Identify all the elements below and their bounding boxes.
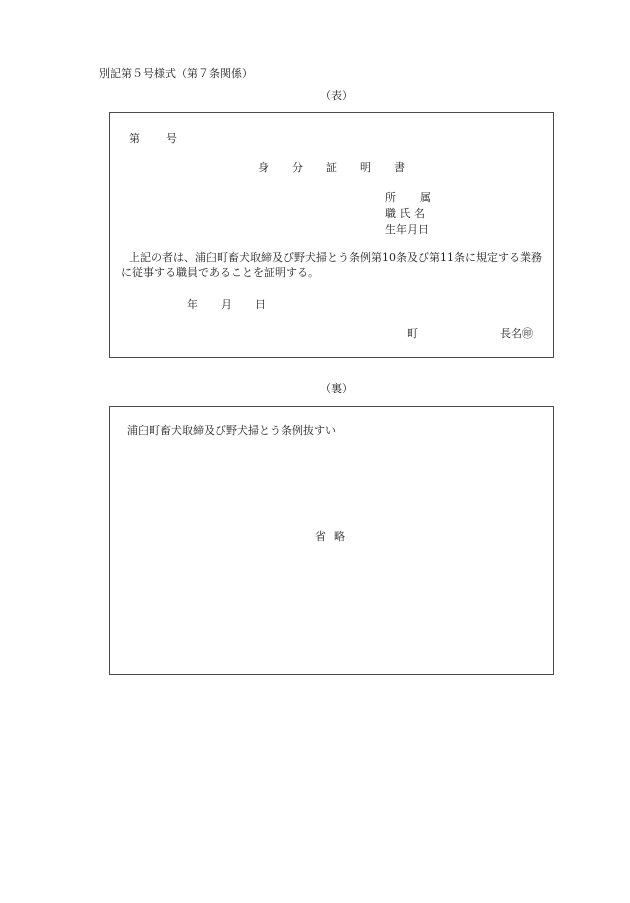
day-label: 日 xyxy=(255,298,266,311)
number-suffix: 号 xyxy=(166,132,177,145)
front-side-caption: （表） xyxy=(320,89,353,102)
issue-date-line xyxy=(187,297,266,312)
personal-fields xyxy=(385,190,431,238)
title-char: 身 xyxy=(258,161,269,174)
omitted-notice xyxy=(315,529,345,544)
omitted-char: 省 xyxy=(315,530,326,543)
title-char: 書 xyxy=(394,161,405,174)
year-label: 年 xyxy=(187,298,198,311)
document-title xyxy=(258,160,405,175)
title-char: 証 xyxy=(326,161,337,174)
title-name-field-label: 職 氏 名 xyxy=(385,207,425,220)
law-excerpt-title: 浦臼町畜犬取締及び野犬掃とう条例抜すい xyxy=(127,424,336,437)
month-label: 月 xyxy=(221,298,232,311)
id-card-front xyxy=(109,112,554,358)
omitted-char: 略 xyxy=(334,530,345,543)
title-char: 明 xyxy=(360,161,371,174)
number-prefix: 第 xyxy=(129,132,140,145)
back-side-caption: （裏） xyxy=(320,382,353,395)
id-card-back xyxy=(109,406,554,675)
issuer-town: 町 xyxy=(407,327,418,340)
certification-text: 上記の者は、浦臼町畜犬取締及び野犬掃とう条例第10条及び第11条に規定する業務に従事する職員であることを証明する。 xyxy=(121,251,542,279)
affiliation-field-label: 所 属 xyxy=(385,191,431,204)
birthdate-field-label: 生年月日 xyxy=(385,223,429,236)
title-char: 分 xyxy=(292,161,303,174)
issuer-mayor-seal: 長名㊞ xyxy=(500,327,533,340)
certificate-number-line xyxy=(129,131,177,146)
form-label: 別記第５号様式（第７条関係） xyxy=(99,67,253,80)
